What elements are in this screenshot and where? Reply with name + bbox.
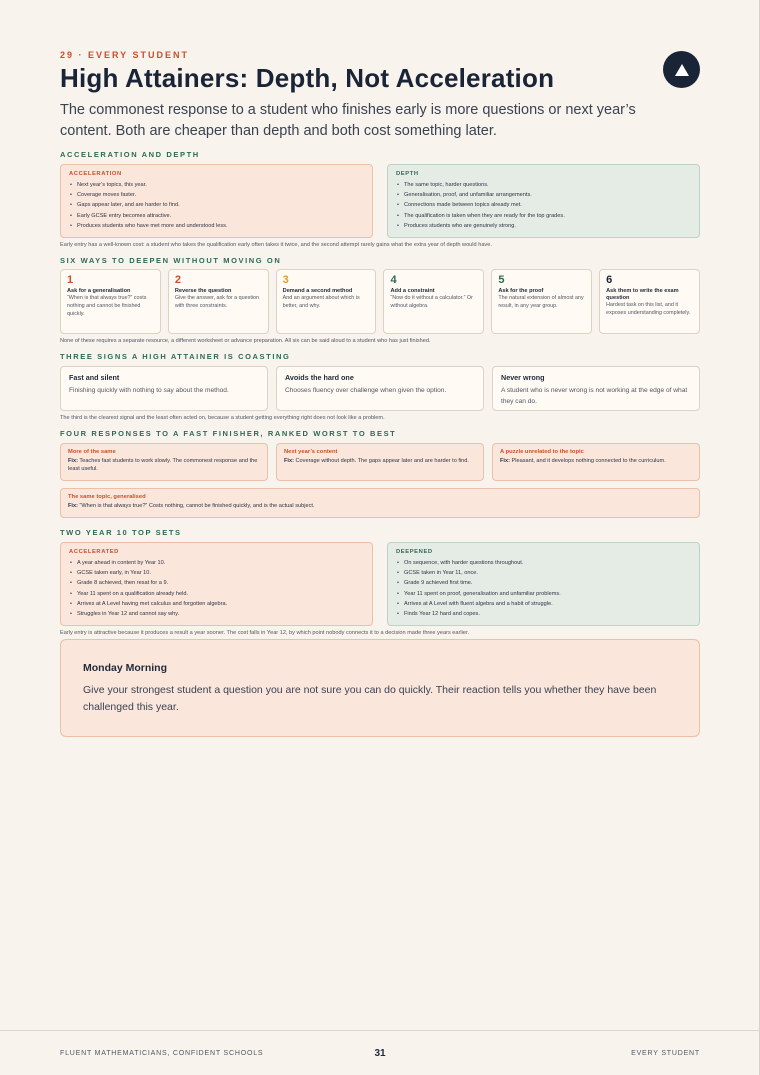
page-number: 31 (374, 1048, 386, 1059)
list-item: • Produces students who have met more and understood less. (69, 221, 364, 231)
way-card (276, 269, 377, 334)
list-item: • GCSE taken early, in Year 10. (69, 568, 364, 578)
sign-title: Never wrong (501, 373, 545, 383)
list-item: • Arrives at A Level with fluent algebra and a habit of struggle. (396, 599, 691, 609)
response-card (60, 443, 268, 481)
fix-label: Fix: (68, 458, 78, 465)
fix-text: “When is that always true?” Costs nothing, cannot be finished quickly, and is the actual subject. (79, 503, 315, 510)
way-title: Ask them to write the exam question (606, 288, 679, 302)
sign-title: Fast and silent (69, 373, 120, 383)
sign-card (276, 366, 484, 411)
response-card-best (60, 488, 700, 518)
section-heading-acceleration-depth: ACCELERATION AND DEPTH (60, 150, 200, 159)
list-item: • The same topic, harder questions. (396, 180, 691, 190)
fix-text: Coverage without depth. The gaps appear later and are harder to find. (295, 458, 469, 465)
section-heading-six-ways: SIX WAYS TO DEEPEN WITHOUT MOVING ON (60, 256, 282, 266)
way-title: Add a constraint (390, 288, 435, 295)
list-item: • Year 11 spent on a qualification already held. (69, 589, 364, 599)
list-item: • Grade 8 achieved, then resat for a 9. (69, 578, 364, 588)
list-item: • Connections made between topics already met. (396, 200, 691, 210)
sign-description: A student who is never wrong is not working at the edge of what they can do. (501, 387, 688, 406)
list-item: • Grade 9 achieved first time. (396, 578, 691, 588)
sign-title: Avoids the hard one (285, 373, 354, 383)
monday-morning-callout (60, 639, 700, 737)
way-number: 3 (282, 274, 289, 287)
list-item: • Early GCSE entry becomes attractive. (69, 211, 364, 221)
way-description: And an argument about which is better, and why. (282, 295, 360, 309)
fix-label: Fix: (68, 503, 78, 510)
chapter-label: 29 · EVERY STUDENT (60, 50, 190, 60)
sign-description: Chooses fluency over challenge when given the option. (285, 387, 447, 395)
comparison-top-sets (60, 542, 700, 626)
fix-text: Teaches fast students to work slowly. The commonest response and the least useful. (68, 458, 258, 473)
way-card (491, 269, 592, 334)
way-card (60, 269, 161, 334)
section-heading-top-sets: TWO YEAR 10 TOP SETS (60, 528, 182, 538)
way-description: Give the answer, ask for a question with three constraints. (174, 295, 260, 309)
way-title: Ask for a generalisation (67, 288, 131, 295)
callout-title: Monday Morning (83, 662, 167, 675)
section-heading-three-signs: THREE SIGNS A HIGH ATTAINER IS COASTING (60, 352, 291, 362)
panel-deepened (387, 542, 700, 626)
panel-title: DEEPENED (396, 549, 433, 556)
section-note: None of these requires a separate resource, a different worksheet or advance preparation. All six can be said aloud to a student who has just finished. (60, 338, 431, 345)
footer-book-title: FLUENT MATHEMATICIANS, CONFIDENT SCHOOLS (60, 1050, 264, 1057)
panel-depth (387, 164, 700, 238)
sign-description: Finishing quickly with nothing to say about the method. (69, 387, 229, 395)
section-note: Early entry has a well-known cost: a student who takes the qualification early often takes it twice, and the second attempt rarely gains what the extra year of depth would have. (60, 242, 492, 249)
list-item: • Year 11 spent on proof, generalisation and unfamiliar problems. (396, 589, 691, 599)
way-number: 4 (390, 274, 397, 287)
way-card (383, 269, 484, 334)
way-description: “When is that always true?” costs nothing and cannot be finished quickly. (67, 295, 147, 317)
way-number: 1 (67, 274, 74, 287)
way-title: Demand a second method (282, 288, 353, 295)
panel-title: ACCELERATION (69, 171, 122, 177)
way-number: 6 (606, 274, 613, 287)
page-title: High Attainers: Depth, Not Acceleration (60, 63, 555, 93)
way-description: Hardest task on this list, and it exposes understanding completely. (606, 302, 691, 316)
way-number: 2 (174, 274, 181, 287)
way-card (599, 269, 700, 334)
three-signs-cards (60, 366, 700, 411)
bullet-list (69, 558, 364, 619)
way-title: Reverse the question (174, 288, 232, 295)
way-title: Ask for the proof (498, 288, 544, 295)
panel-accelerated (60, 542, 373, 626)
list-item: • Next year’s topics, this year. (69, 180, 364, 190)
response-title: Next year’s content (284, 449, 338, 456)
list-item: • Struggles in Year 12 and cannot say why. (69, 609, 364, 619)
bullet-list (396, 558, 691, 619)
way-number: 5 (498, 274, 505, 287)
list-item: • Coverage moves faster. (69, 190, 364, 200)
list-item: • Gaps appear later, and are harder to find. (69, 200, 364, 210)
fix-label: Fix: (500, 458, 510, 465)
response-fix (68, 457, 260, 474)
list-item: • Generalisation, proof, and unfamiliar arrangements. (396, 190, 691, 200)
section-note: The third is the clearest signal and the least often acted on, because a student getting everything right does not look like a problem. (60, 415, 385, 422)
response-title: More of the same (68, 449, 116, 456)
page-content (60, 50, 700, 737)
page-footer (0, 1030, 760, 1075)
response-card (492, 443, 700, 481)
lead-paragraph: The commonest response to a student who finishes early is more questions or next year’s content. Both are cheaper than depth and both cost something later. (60, 102, 636, 139)
section-note: Early entry is attractive because it produces a result a year sooner. The cost falls in Year 12, by which point nobody connects it to a decision made three years earlier. (60, 630, 470, 637)
comparison-acceleration-depth (60, 164, 700, 238)
sign-card (60, 366, 268, 411)
response-title: The same topic, generalised (68, 494, 146, 501)
response-title: A puzzle unrelated to the topic (500, 449, 584, 456)
callout-text: Give your strongest student a question you are not sure you can do quickly. Their reaction tells you whether they have been challenged this year. (83, 684, 657, 714)
bullet-list (69, 180, 364, 231)
sign-card (492, 366, 700, 411)
list-item: • Arrives at A Level having met calculus and forgotten algebra. (69, 599, 364, 609)
fix-text: Pleasant, and it develops nothing connected to the curriculum. (511, 458, 666, 465)
responses-row (60, 443, 700, 481)
way-description: “Now do it without a calculator.” Or without algebra. (390, 295, 473, 309)
list-item: • Finds Year 12 hard and copes. (396, 609, 691, 619)
panel-acceleration (60, 164, 373, 238)
response-card (276, 443, 484, 481)
list-item: • A year ahead in content by Year 10. (69, 558, 364, 568)
section-heading-four-responses: FOUR RESPONSES TO A FAST FINISHER, RANKED WORST TO BEST (60, 429, 397, 439)
panel-title: DEPTH (396, 171, 419, 177)
response-fix (68, 502, 692, 510)
list-item: • On sequence, with harder questions throughout. (396, 558, 691, 568)
way-description: The natural extension of almost any result, in any year group. (498, 295, 584, 309)
panel-title: ACCELERATED (69, 549, 119, 556)
list-item: • The qualification is taken when they are ready for the top grades. (396, 211, 691, 221)
list-item: • GCSE taken in Year 11, once. (396, 568, 691, 578)
way-card (168, 269, 269, 334)
response-fix (284, 457, 476, 465)
fix-label: Fix: (284, 458, 294, 465)
list-item: • Produces students who are genuinely strong. (396, 221, 691, 231)
six-ways-cards (60, 269, 700, 334)
response-fix (500, 457, 692, 465)
bullet-list (396, 180, 691, 231)
footer-section: EVERY STUDENT (631, 1050, 700, 1057)
